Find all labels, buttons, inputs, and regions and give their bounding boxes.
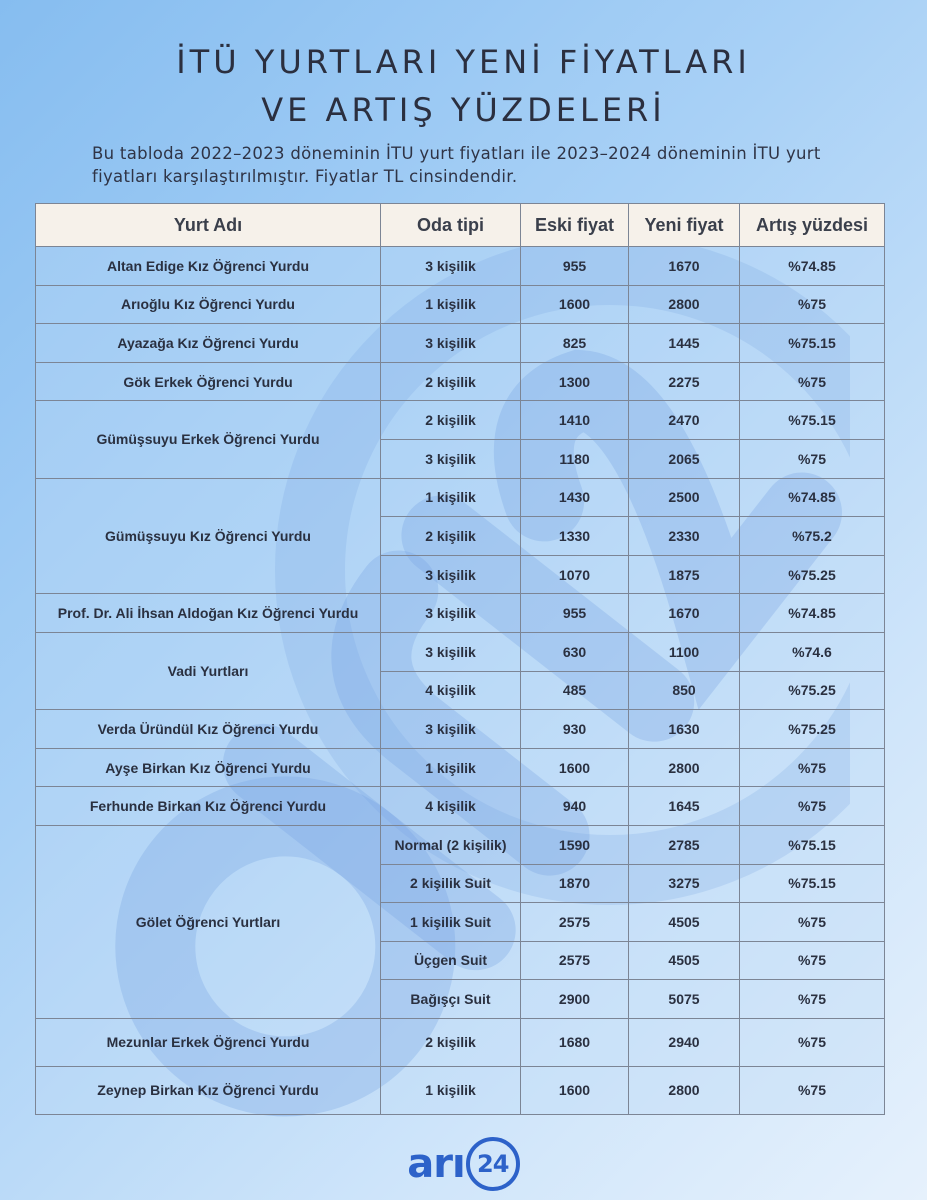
dorm-name-cell: Ferhunde Birkan Kız Öğrenci Yurdu [36, 787, 381, 826]
room-type-cell: 3 kişilik [381, 710, 521, 749]
new-price-cell: 2940 [629, 1018, 740, 1066]
header-room-type: Oda tipi [381, 204, 521, 247]
table-row [36, 401, 885, 440]
new-price-cell: 2785 [629, 825, 740, 864]
room-type-cell: 3 kişilik [381, 324, 521, 363]
room-type-cell: 2 kişilik [381, 1018, 521, 1066]
increase-pct-cell: %75 [740, 980, 885, 1019]
table-row [36, 478, 885, 517]
increase-pct-cell: %75.25 [740, 671, 885, 710]
room-type-cell: 2 kişilik [381, 362, 521, 401]
room-type-cell: 4 kişilik [381, 787, 521, 826]
table-row [36, 787, 885, 826]
room-type-cell: 1 kişilik [381, 478, 521, 517]
old-price-cell: 2575 [521, 941, 629, 980]
increase-pct-cell: %75.2 [740, 517, 885, 556]
table-row [36, 632, 885, 671]
room-type-cell: Bağışçı Suit [381, 980, 521, 1019]
intro-text: Bu tabloda 2022–2023 döneminin İTU yurt fiyatları ile 2023–2024 döneminin İTU yurt fiyatları karşılaştırılmıştır. Fiyatlar TL cinsindendir. [92, 144, 821, 186]
dorm-name-cell: Gölet Öğrenci Yurtları [36, 825, 381, 1018]
room-type-cell: 4 kişilik [381, 671, 521, 710]
old-price-cell: 1870 [521, 864, 629, 903]
header-new-price: Yeni fiyat [629, 204, 740, 247]
room-type-cell: 3 kişilik [381, 594, 521, 633]
old-price-cell: 1590 [521, 825, 629, 864]
new-price-cell: 1670 [629, 594, 740, 633]
old-price-cell: 955 [521, 594, 629, 633]
room-type-cell: 2 kişilik [381, 517, 521, 556]
dorm-name-cell: Mezunlar Erkek Öğrenci Yurdu [36, 1018, 381, 1066]
old-price-cell: 1430 [521, 478, 629, 517]
new-price-cell: 2470 [629, 401, 740, 440]
new-price-cell: 2330 [629, 517, 740, 556]
logo-text: arı [407, 1141, 465, 1187]
logo-wordmark [407, 1137, 519, 1191]
room-type-cell: 1 kişilik Suit [381, 903, 521, 942]
table-row [36, 247, 885, 286]
new-price-cell: 5075 [629, 980, 740, 1019]
dorm-name-cell: Ayazağa Kız Öğrenci Yurdu [36, 324, 381, 363]
old-price-cell: 1070 [521, 555, 629, 594]
new-price-cell: 2065 [629, 439, 740, 478]
brand-logo [0, 1136, 927, 1192]
price-table [35, 203, 885, 1115]
new-price-cell: 850 [629, 671, 740, 710]
new-price-cell: 1875 [629, 555, 740, 594]
room-type-cell: 3 kişilik [381, 247, 521, 286]
increase-pct-cell: %75.25 [740, 555, 885, 594]
new-price-cell: 2800 [629, 1066, 740, 1114]
room-type-cell: Normal (2 kişilik) [381, 825, 521, 864]
new-price-cell: 3275 [629, 864, 740, 903]
table-row [36, 1018, 885, 1066]
new-price-cell: 4505 [629, 941, 740, 980]
dorm-name-cell: Arıoğlu Kız Öğrenci Yurdu [36, 285, 381, 324]
header-dorm-name: Yurt Adı [36, 204, 381, 247]
new-price-cell: 1670 [629, 247, 740, 286]
room-type-cell: 3 kişilik [381, 632, 521, 671]
increase-pct-cell: %75 [740, 362, 885, 401]
header-increase-pct: Artış yüzdesi [740, 204, 885, 247]
dorm-name-cell: Gök Erkek Öğrenci Yurdu [36, 362, 381, 401]
table-row [36, 748, 885, 787]
old-price-cell: 1600 [521, 1066, 629, 1114]
increase-pct-cell: %75.15 [740, 401, 885, 440]
new-price-cell: 1445 [629, 324, 740, 363]
increase-pct-cell: %74.85 [740, 478, 885, 517]
table-row [36, 1066, 885, 1114]
dorm-name-cell: Verda Üründül Kız Öğrenci Yurdu [36, 710, 381, 749]
increase-pct-cell: %74.85 [740, 247, 885, 286]
room-type-cell: 1 kişilik [381, 748, 521, 787]
new-price-cell: 1630 [629, 710, 740, 749]
old-price-cell: 2900 [521, 980, 629, 1019]
new-price-cell: 2800 [629, 285, 740, 324]
room-type-cell: 3 kişilik [381, 439, 521, 478]
table-row [36, 362, 885, 401]
increase-pct-cell: %75 [740, 903, 885, 942]
old-price-cell: 630 [521, 632, 629, 671]
new-price-cell: 2275 [629, 362, 740, 401]
increase-pct-cell: %75 [740, 285, 885, 324]
old-price-cell: 1300 [521, 362, 629, 401]
dorm-name-cell: Altan Edige Kız Öğrenci Yurdu [36, 247, 381, 286]
old-price-cell: 1600 [521, 748, 629, 787]
new-price-cell: 2800 [629, 748, 740, 787]
increase-pct-cell: %75 [740, 1066, 885, 1114]
logo-number: 24 [466, 1137, 520, 1191]
old-price-cell: 1330 [521, 517, 629, 556]
old-price-cell: 825 [521, 324, 629, 363]
table-row [36, 594, 885, 633]
old-price-cell: 955 [521, 247, 629, 286]
table-row [36, 825, 885, 864]
dorm-name-cell: Zeynep Birkan Kız Öğrenci Yurdu [36, 1066, 381, 1114]
increase-pct-cell: %75 [740, 941, 885, 980]
dorm-name-cell: Gümüşsuyu Kız Öğrenci Yurdu [36, 478, 381, 594]
table-row [36, 285, 885, 324]
dorm-name-cell: Gümüşsuyu Erkek Öğrenci Yurdu [36, 401, 381, 478]
dorm-name-cell: Vadi Yurtları [36, 632, 381, 709]
old-price-cell: 2575 [521, 903, 629, 942]
room-type-cell: 3 kişilik [381, 555, 521, 594]
new-price-cell: 1100 [629, 632, 740, 671]
increase-pct-cell: %74.6 [740, 632, 885, 671]
dorm-name-cell: Ayşe Birkan Kız Öğrenci Yurdu [36, 748, 381, 787]
old-price-cell: 1600 [521, 285, 629, 324]
room-type-cell: 2 kişilik Suit [381, 864, 521, 903]
old-price-cell: 1180 [521, 439, 629, 478]
table-header-row [36, 204, 885, 247]
room-type-cell: 1 kişilik [381, 1066, 521, 1114]
header-old-price: Eski fiyat [521, 204, 629, 247]
room-type-cell: 2 kişilik [381, 401, 521, 440]
new-price-cell: 1645 [629, 787, 740, 826]
increase-pct-cell: %75.15 [740, 324, 885, 363]
page-title [0, 38, 927, 134]
table-row [36, 710, 885, 749]
new-price-cell: 4505 [629, 903, 740, 942]
increase-pct-cell: %74.85 [740, 594, 885, 633]
old-price-cell: 940 [521, 787, 629, 826]
increase-pct-cell: %75 [740, 748, 885, 787]
increase-pct-cell: %75.25 [740, 710, 885, 749]
room-type-cell: Üçgen Suit [381, 941, 521, 980]
increase-pct-cell: %75 [740, 787, 885, 826]
old-price-cell: 1410 [521, 401, 629, 440]
new-price-cell: 2500 [629, 478, 740, 517]
table-row [36, 324, 885, 363]
old-price-cell: 930 [521, 710, 629, 749]
old-price-cell: 485 [521, 671, 629, 710]
increase-pct-cell: %75 [740, 1018, 885, 1066]
room-type-cell: 1 kişilik [381, 285, 521, 324]
increase-pct-cell: %75 [740, 439, 885, 478]
dorm-name-cell: Prof. Dr. Ali İhsan Aldoğan Kız Öğrenci Yurdu [36, 594, 381, 633]
title-line-2: VE ARTIŞ YÜZDELERİ [261, 91, 666, 129]
table-body [36, 247, 885, 1115]
increase-pct-cell: %75.15 [740, 825, 885, 864]
old-price-cell: 1680 [521, 1018, 629, 1066]
increase-pct-cell: %75.15 [740, 864, 885, 903]
title-line-1: İTÜ YURTLARI YENİ FİYATLARI [176, 43, 751, 81]
